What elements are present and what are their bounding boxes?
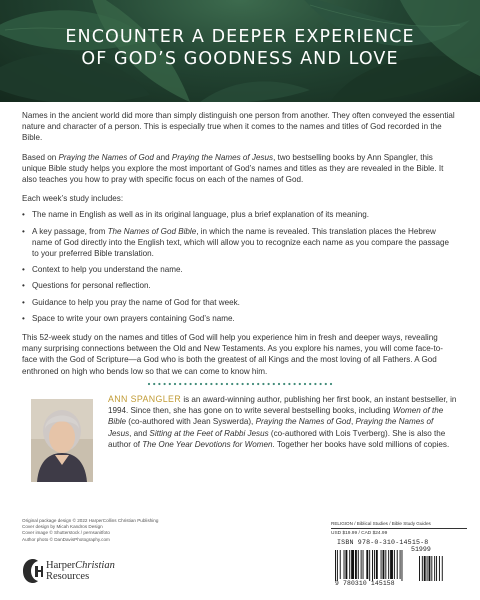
book-title-women-of-bible: Women of the Bible xyxy=(108,406,444,427)
list-item-text-rest: , in which the name is revealed. This translation places the Hebrew name of God directly into the English text, which will allow you to recognize each name as you compare the passage to your preferred Bible translation. xyxy=(32,226,450,259)
barcode-bar xyxy=(344,550,345,579)
barcode-addon-bar xyxy=(434,556,435,581)
publisher-harper: Harper xyxy=(46,560,76,571)
barcode-bar xyxy=(383,550,385,579)
author-bio-text: is an award-winning author, publishing her first book, an instant bestseller, in 1994. Since then, she has gone on to write several bestselling books, including xyxy=(108,395,457,416)
ean-digits: 9 780310 145158 xyxy=(335,580,395,587)
list-item xyxy=(22,280,458,291)
barcode-addon-bar xyxy=(424,556,426,581)
barcode-bar xyxy=(349,550,350,579)
divider-dot xyxy=(148,383,150,385)
bullet-dot: • xyxy=(22,265,25,275)
divider-dot xyxy=(190,383,192,385)
barcode-bar xyxy=(337,550,338,581)
barcode-bar xyxy=(366,550,368,579)
headline xyxy=(0,26,480,70)
barcode-addon-bar xyxy=(442,556,443,581)
based-on-lead: Based on xyxy=(22,152,59,162)
author-portrait xyxy=(31,399,93,482)
divider-dot xyxy=(262,383,264,385)
barcode-addon-bar xyxy=(419,556,420,581)
isbn-text: ISBN 978-0-310-14515-8 xyxy=(337,539,429,546)
divider-dot xyxy=(153,383,155,385)
barcode-bar xyxy=(363,550,364,579)
credits xyxy=(22,518,212,543)
divider-dot xyxy=(325,383,327,385)
bullet-dot: • xyxy=(22,281,25,291)
barcode-bar xyxy=(351,550,354,579)
barcode-bar xyxy=(372,550,373,581)
author-bio-text: , and xyxy=(129,428,150,438)
divider-dot xyxy=(314,383,316,385)
book-title-praying-names-jesus: Praying the Names of Jesus xyxy=(171,152,274,162)
list-item-text: Guidance to help you pray the name of God for that week. xyxy=(32,297,240,307)
divider-dot xyxy=(283,383,285,385)
divider-dot xyxy=(309,383,311,385)
divider-dot xyxy=(221,383,223,385)
barcode-addon-bar xyxy=(436,556,437,581)
based-on-paragraph xyxy=(22,152,458,186)
category-line: RELIGION / Biblical Studies / Bible Study Guides xyxy=(331,521,431,526)
description xyxy=(22,110,458,385)
divider-dot xyxy=(252,383,254,385)
divider-dot xyxy=(184,383,186,385)
bullet-dot: • xyxy=(22,210,25,220)
dotted-divider xyxy=(146,381,336,387)
book-title-praying-names-jesus: Praying the Names of Jesus xyxy=(108,417,434,438)
includes-list xyxy=(22,209,458,324)
list-item-text: A key passage, from xyxy=(32,226,108,236)
publisher-christian: Christian xyxy=(75,560,115,571)
divider-dot xyxy=(195,383,197,385)
divider-dot xyxy=(231,383,233,385)
book-title-praying-names-god: Praying the Names of God xyxy=(255,417,351,427)
barcode-bar xyxy=(369,550,370,581)
publisher-name xyxy=(46,560,115,582)
barcode-graphic xyxy=(335,545,463,581)
divider-dot xyxy=(247,383,249,385)
barcode-bar xyxy=(381,550,382,579)
dotted-divider-graphic xyxy=(146,381,336,387)
publisher-logo xyxy=(22,557,142,587)
author-bio-text: (co-authored with Lois Tverberg). She is also the author of xyxy=(108,428,446,449)
barcode-addon-bar xyxy=(431,556,432,581)
barcode-bar xyxy=(388,550,389,579)
barcode-addon-bar xyxy=(439,556,440,581)
credit-line: Cover image © Shutterstock / pernsanitfoto xyxy=(22,530,110,536)
bullet-dot: • xyxy=(22,297,25,307)
list-item xyxy=(22,297,458,308)
barcode-bar xyxy=(385,550,386,579)
bullet-dot: • xyxy=(22,226,25,236)
book-title-one-year-devotions: The One Year Devotions for Women xyxy=(142,439,273,449)
book-title-names-of-god-bible: The Names of God Bible xyxy=(107,226,197,236)
barcode-addon-bar xyxy=(429,556,431,581)
author-photo xyxy=(31,399,93,482)
intro-paragraph: Names in the ancient world did more than simply distinguish one person from another. They often conveyed the essential nature and character of a person. This is especially true when it comes to the names and titles of God recorded in the Bible. xyxy=(22,111,455,143)
credit-line: Author photo © DanDavisPhotography.com xyxy=(22,536,110,542)
book-title-sitting-at-feet: Sitting at the Feet of Rabbi Jesus xyxy=(149,428,269,438)
barcode-addon-bar xyxy=(427,556,428,581)
headline-line-1: ENCOUNTER A DEEPER EXPERIENCE xyxy=(65,27,415,47)
divider-dot xyxy=(273,383,275,385)
barcode-panel xyxy=(331,521,467,590)
divider-dot xyxy=(304,383,306,385)
divider-dot xyxy=(158,383,160,385)
closing-paragraph: This 52-week study on the names and titles of God will help you experience him in fresh and deeper ways, revealing many surprising connections between the Old and New Testaments. As you explore his names, you will come face-to-face with the God of Scripture—a God who is both the greatest of all Kings and the most loving of all Fathers. A God enthroned on high who bends low so that we can come to know him. xyxy=(22,333,443,376)
divider-dot xyxy=(294,383,296,385)
barcode-bar xyxy=(374,550,375,579)
divider-dot xyxy=(288,383,290,385)
author-name: ANN SPANGLER xyxy=(108,394,182,404)
list-item xyxy=(22,313,458,324)
list-item xyxy=(22,226,458,260)
barcode-bar xyxy=(358,550,359,579)
barcode-bar xyxy=(390,550,393,579)
barcode-bar xyxy=(361,550,362,579)
credit-line: Cover design by Micah Kandros Design xyxy=(22,524,103,530)
author-bio xyxy=(108,394,458,450)
list-item-text: Context to help you understand the name. xyxy=(32,265,183,275)
barcode-bar xyxy=(345,550,347,579)
divider-dot xyxy=(164,383,166,385)
list-item-text: The name in English as well as in its original language, plus a brief explanation of its meaning. xyxy=(32,210,369,220)
cover-banner xyxy=(0,0,480,102)
price-line: USD $19.99 / CAD $24.99 xyxy=(331,531,388,536)
author-bio-text: . Together her books have sold millions of copies. xyxy=(272,439,450,449)
divider-dot xyxy=(226,383,228,385)
publisher-logo-icon xyxy=(22,558,44,584)
divider-dot xyxy=(205,383,207,385)
divider-dot xyxy=(236,383,238,385)
author-bio-text: (co-authored with Jean Syswerda), xyxy=(126,417,256,427)
divider-dot xyxy=(200,383,202,385)
barcode-addon-bar xyxy=(422,556,423,581)
barcode-bar xyxy=(355,550,357,579)
divider-dot xyxy=(330,383,332,385)
publisher-name-line-1 xyxy=(46,560,115,571)
category-rule xyxy=(331,528,467,529)
headline-line-2: OF GOD’S GOODNESS AND LOVE xyxy=(81,49,399,69)
divider-dot xyxy=(169,383,171,385)
divider-dot xyxy=(299,383,301,385)
based-on-and: and xyxy=(153,152,172,162)
list-item-text: Space to write your own prayers containing God’s name. xyxy=(32,313,235,323)
barcode-bar xyxy=(376,550,378,579)
includes-heading: Each week’s study includes: xyxy=(22,194,124,204)
divider-dot xyxy=(179,383,181,385)
divider-dot xyxy=(257,383,259,385)
barcode-bar xyxy=(400,550,401,579)
divider-dot xyxy=(174,383,176,385)
list-item-text: Questions for personal reflection. xyxy=(32,281,151,291)
price-addon-digits: 51999 xyxy=(411,546,431,553)
book-title-praying-names-god: Praying the Names of God xyxy=(58,152,154,162)
list-item xyxy=(22,264,458,275)
author-bio-text: , xyxy=(350,417,356,427)
barcode-bar xyxy=(340,550,341,579)
barcode-bar xyxy=(397,550,398,579)
divider-dot xyxy=(320,383,322,385)
bullet-dot: • xyxy=(22,313,25,323)
barcode-bar xyxy=(394,550,395,579)
divider-dot xyxy=(210,383,212,385)
based-on-rest: , two bestselling books by Ann Spangler, this unique Bible study helps you explore the most important of God’s names and titles as they are revealed in the Bible. It also teaches you how to pray with specific focus on each of the names of God. xyxy=(22,152,444,185)
list-item xyxy=(22,209,458,220)
divider-dot xyxy=(216,383,218,385)
divider-dot xyxy=(242,383,244,385)
publisher-name-line-2: Resources xyxy=(46,571,90,582)
divider-dot xyxy=(268,383,270,385)
barcode-bar xyxy=(402,550,403,581)
credit-line: Original package design © 2022 HarperCollins Christian Publishing xyxy=(22,518,159,523)
barcode-bar xyxy=(335,550,336,581)
divider-dot xyxy=(278,383,280,385)
